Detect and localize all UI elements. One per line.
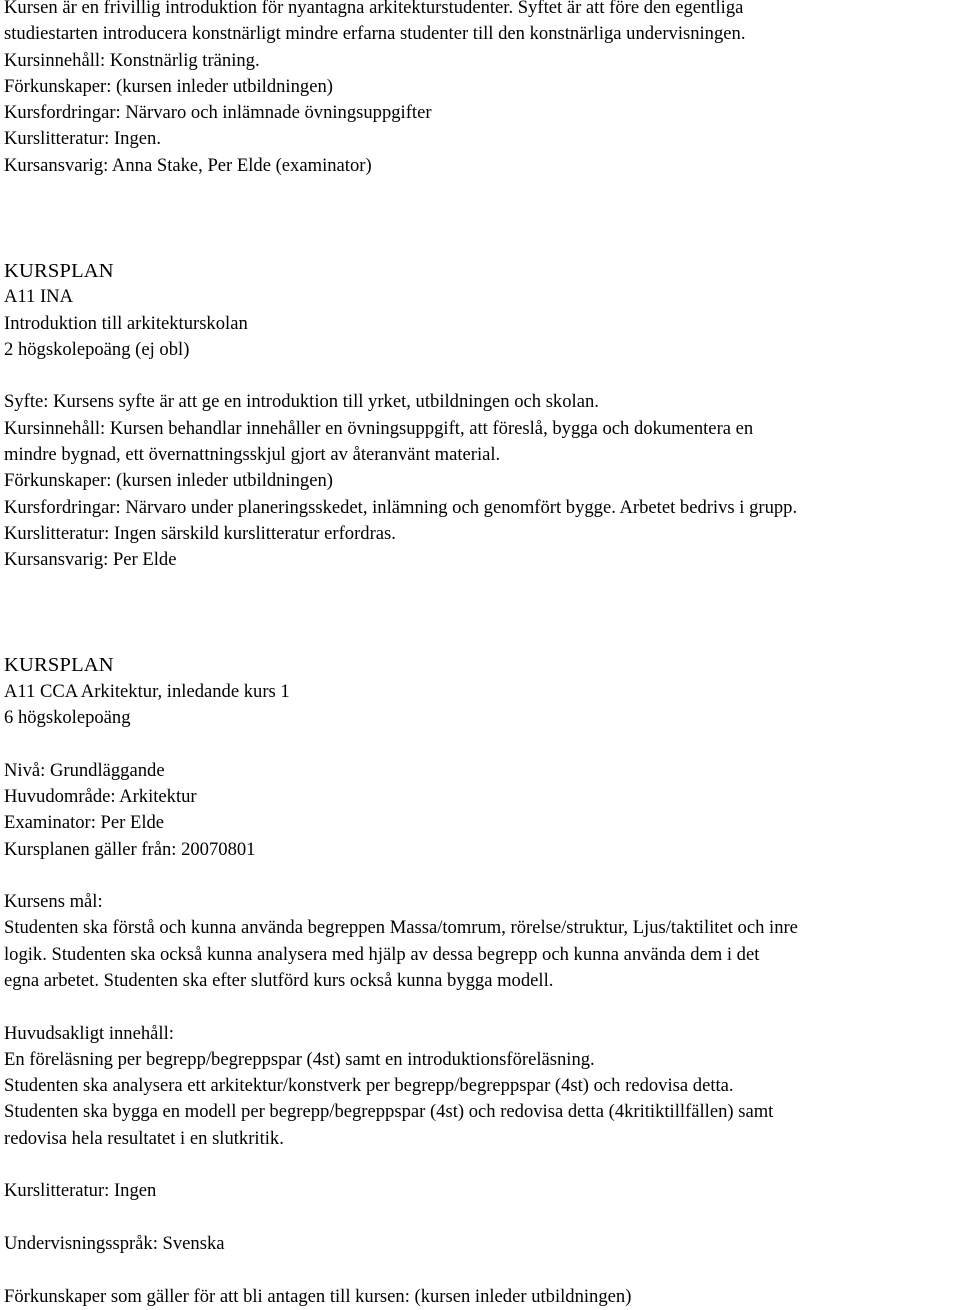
kursplan-heading: KURSPLAN — [4, 654, 114, 677]
course-code: A11 INA — [4, 286, 74, 308]
content-line: Studenten ska analysera ett arkitektur/konstverk per begrepp/begreppspar (4st) och redovisa detta. — [4, 1075, 734, 1097]
course-valid-from: Kursplanen gäller från: 20070801 — [4, 838, 256, 860]
goals-line: egna arbetet. Studenten ska efter slutförd kurs också kunna bygga modell. — [4, 969, 554, 991]
course-credits: 6 högskolepoäng — [4, 707, 131, 729]
content-line: Studenten ska bygga en modell per begrepp/begreppspar (4st) och redovisa detta (4kritiktillfällen) samt — [4, 1101, 774, 1123]
course-responsible: Kursansvarig: Per Elde — [4, 549, 177, 571]
admission-prerequisites: Förkunskaper som gäller för att bli antagen till kursen: (kursen inleder utbildningen) — [4, 1285, 632, 1307]
course-language: Undervisningsspråk: Svenska — [4, 1232, 225, 1254]
kursplan-heading: KURSPLAN — [4, 259, 114, 282]
intro-course-prerequisites: Förkunskaper: (kursen inleder utbildningen) — [4, 75, 333, 97]
course-document — [4, 0, 960, 1310]
course-credits: 2 högskolepoäng (ej obl) — [4, 338, 190, 360]
content-line: redovisa hela resultatet i en slutkritik. — [4, 1127, 284, 1149]
goals-line: Studenten ska förstå och kunna använda begreppen Massa/tomrum, rörelse/struktur, Ljus/taktilitet och inre — [4, 917, 798, 939]
spacer — [4, 1205, 960, 1231]
course-content-cont: mindre bygnad, ett övernattningsskjul gjort av återanvänt material. — [4, 444, 501, 466]
goals-heading: Kursens mål: — [4, 891, 103, 913]
intro-course-literature: Kurslitteratur: Ingen. — [4, 128, 161, 150]
spacer — [4, 363, 960, 389]
spacer — [4, 1257, 960, 1283]
kursplan-cca-section — [4, 652, 960, 1309]
intro-course-section — [4, 0, 960, 179]
spacer — [4, 574, 960, 653]
intro-course-requirements: Kursfordringar: Närvaro och inlämnade övningsuppgifter — [4, 102, 432, 124]
spacer — [4, 994, 960, 1020]
spacer — [4, 1152, 960, 1178]
goals-line: logik. Studenten ska också kunna analysera med hjälp av dessa begrepp och kunna använda dem i det — [4, 943, 760, 965]
course-literature: Kurslitteratur: Ingen — [4, 1180, 157, 1202]
course-requirements: Kursfordringar: Närvaro under planeringsskedet, inlämning och genomfört bygge. Arbetet bedrivs i grupp. — [4, 496, 798, 518]
spacer — [4, 179, 960, 258]
course-title: A11 CCA Arkitektur, inledande kurs 1 — [4, 680, 290, 702]
intro-line: Kursen är en frivillig introduktion för nyantagna arkitekturstudenter. Syftet är att före den egentliga — [4, 0, 744, 18]
course-purpose: Syfte: Kursens syfte är att ge en introduktion till yrket, utbildningen och skolan. — [4, 391, 599, 413]
course-examiner: Examinator: Per Elde — [4, 812, 165, 834]
course-level: Nivå: Grundläggande — [4, 759, 165, 781]
course-literature: Kurslitteratur: Ingen särskild kurslitteratur erfordras. — [4, 522, 396, 544]
intro-course-content: Kursinnehåll: Konstnärlig träning. — [4, 49, 260, 71]
content-heading: Huvudsakligt innehåll: — [4, 1022, 174, 1044]
course-content: Kursinnehåll: Kursen behandlar innehåller en övningsuppgift, att föreslå, bygga och dokumentera en — [4, 417, 754, 439]
intro-course-responsible: Kursansvarig: Anna Stake, Per Elde (examinator) — [4, 154, 372, 176]
spacer — [4, 731, 960, 757]
spacer — [4, 863, 960, 889]
course-prerequisites: Förkunskaper: (kursen inleder utbildningen) — [4, 470, 333, 492]
course-name: Introduktion till arkitekturskolan — [4, 312, 248, 334]
course-main-field: Huvudområde: Arkitektur — [4, 785, 197, 807]
kursplan-ina-section — [4, 258, 960, 574]
content-line: En föreläsning per begrepp/begreppspar (4st) samt en introduktionsföreläsning. — [4, 1048, 595, 1070]
intro-line: studiestarten introducera konstnärligt mindre erfarna studenter till den konstnärliga undervisningen. — [4, 23, 746, 45]
